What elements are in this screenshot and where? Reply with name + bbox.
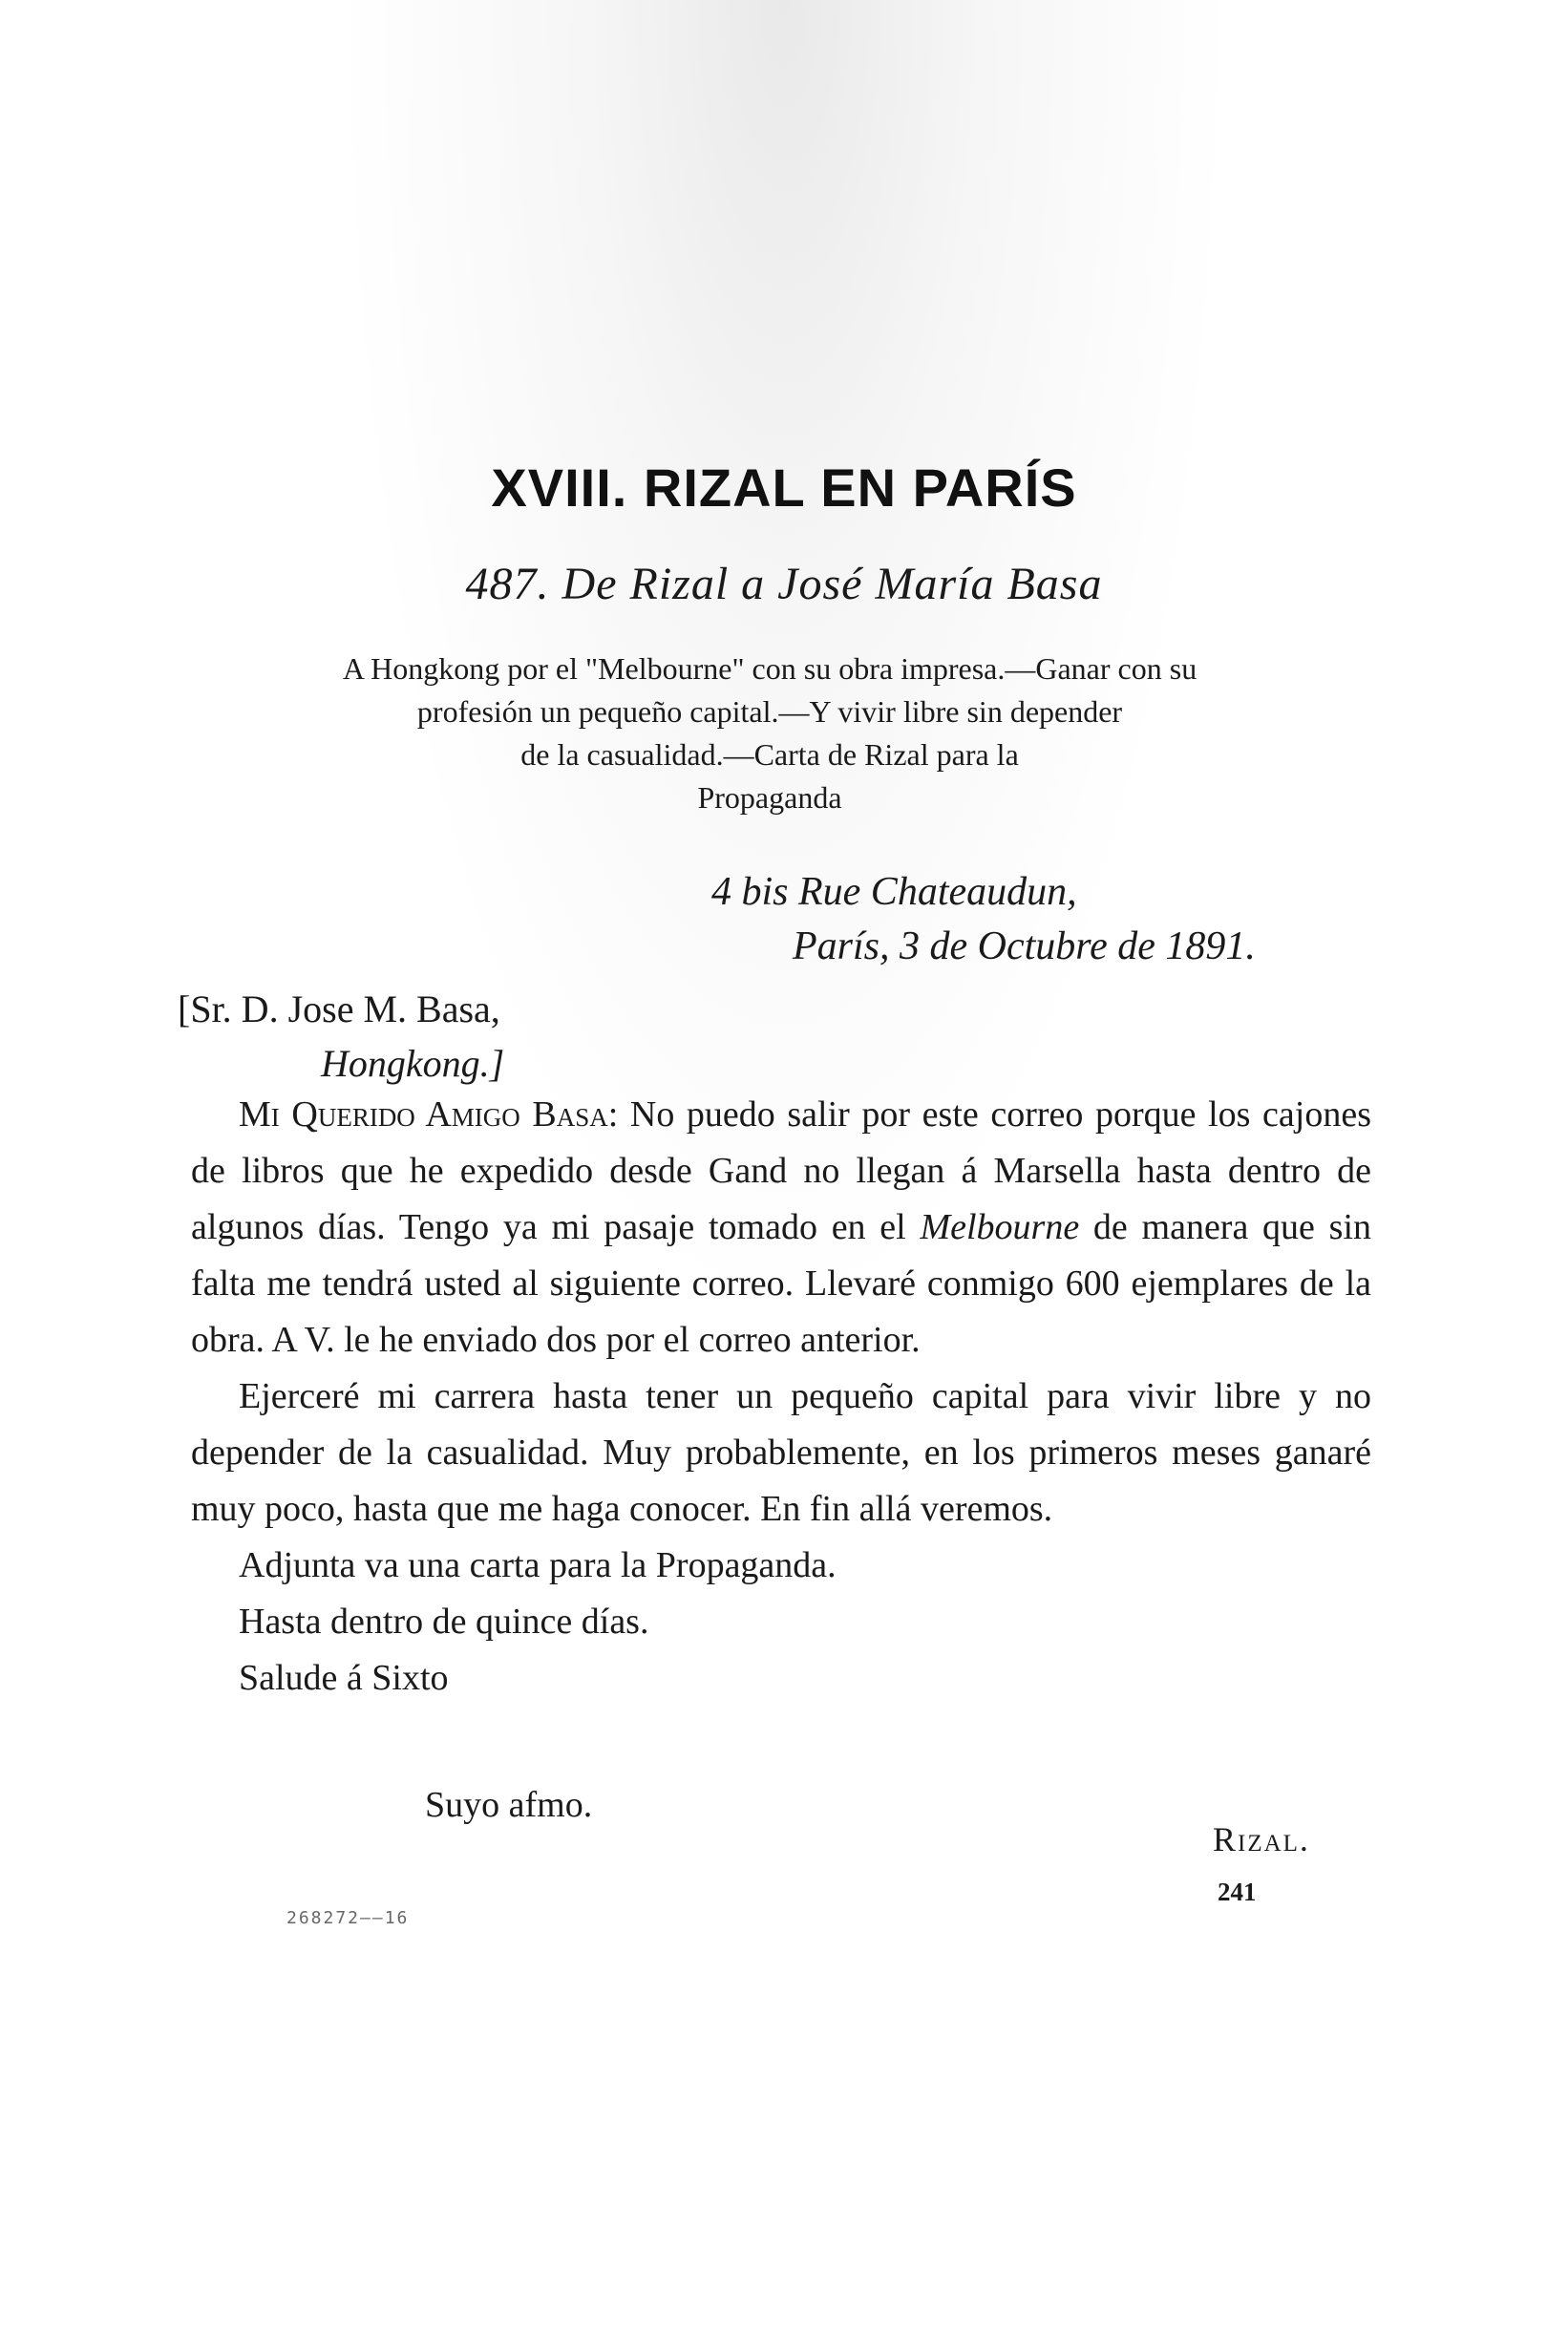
- letter-heading: 487. De Rizal a José María Basa: [465, 559, 1103, 609]
- letter-summary: [178, 647, 1362, 819]
- print-code: 268272——16: [286, 1908, 410, 1928]
- summary-line: profesión un pequeño capital.—Y vivir libre sin depender: [416, 694, 1123, 729]
- recipient-block: [178, 982, 504, 1091]
- body-paragraph: Salude á Sixto: [239, 1658, 449, 1698]
- body-paragraph: [191, 1087, 1371, 1369]
- body-paragraph: Adjunta va una carta para la Propaganda.: [239, 1545, 837, 1585]
- address-street: 4 bis Rue Chateaudun,: [711, 870, 1077, 914]
- recipient-city: Hongkong.]: [321, 1042, 505, 1085]
- body-paragraph: Ejerceré mi carrera hasta tener un pequeño capital para vivir libre y no depender de la casualidad. Muy probablemente, en los primeros meses ganaré muy poco, hasta que me haga conocer. En fin allá veremos.: [191, 1376, 1371, 1529]
- summary-line: A Hongkong por el "Melbourne" con su obra impresa.—Ganar con su: [342, 651, 1197, 686]
- chapter-title: XVIII. RIZAL EN PARÍS: [491, 457, 1077, 518]
- body-text-segment: : No puedo salir por este correo porque los cajones de libros que he expedido desde Gand no llegan á Marsella hasta dentro de algunos días. Tengo ya mi pasaje tomado en el: [191, 1094, 1371, 1247]
- salutation: Mi Querido Amigo Basa: [239, 1094, 608, 1135]
- body-paragraph: Hasta dentro de quince días.: [239, 1602, 649, 1642]
- recipient-name: [Sr. D. Jose M. Basa,: [178, 987, 500, 1030]
- body-text-segment: de manera que sin falta me tendrá usted al siguiente correo. Llevaré conmigo 600 ejemplares de la obra. A V. le he enviado dos por el correo anterior.: [191, 1207, 1372, 1360]
- sender-address: [711, 865, 1256, 974]
- letter-body: [191, 1087, 1371, 1707]
- summary-line: Propaganda: [697, 780, 842, 815]
- page-number: 241: [1218, 1878, 1257, 1906]
- summary-line: de la casualidad.—Carta de Rizal para la: [520, 737, 1019, 772]
- signature: Rizal.: [1213, 1820, 1310, 1858]
- ship-name: Melbourne: [920, 1207, 1080, 1247]
- closing: Suyo afmo.: [425, 1785, 593, 1825]
- address-place-date: París, 3 de Octubre de 1891.: [793, 924, 1256, 968]
